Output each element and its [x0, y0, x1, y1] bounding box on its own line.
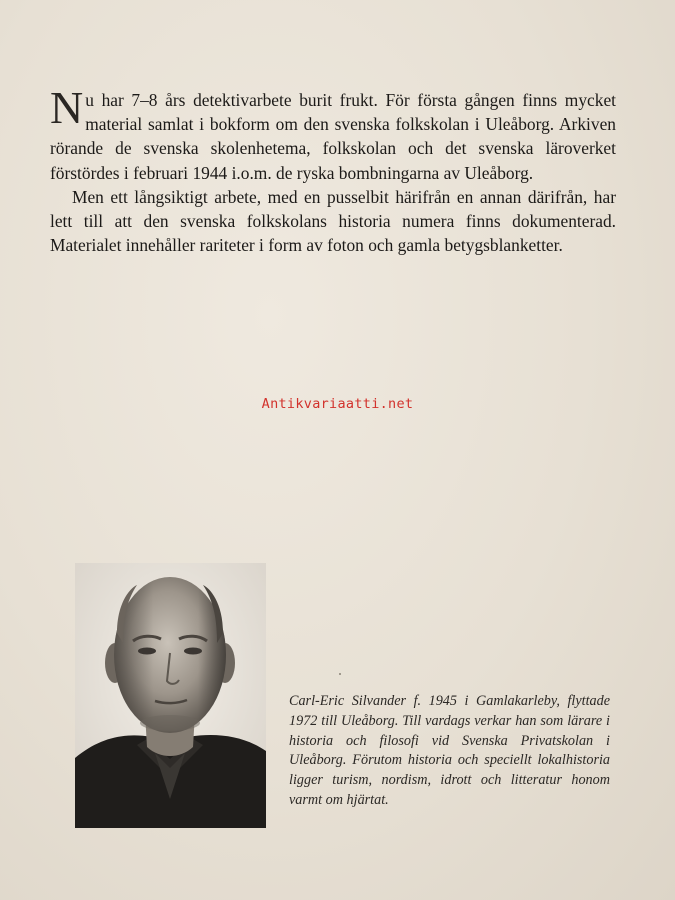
blurb-paragraph-1-text: u har 7–8 års detektivarbete burit frukt. För första gången finns mycket material samlat i bokform om den svenska folkskolan i Uleåborg. Arkiven rörande de svenska skolenhetema, folkskolan och det svenska läroverket förstördes i februari 1944 i.o.m. de ryska bombningarna av Uleåborg.: [50, 90, 616, 183]
paper-speck: [339, 673, 341, 675]
blurb-paragraph-2: Men ett långsiktigt arbete, med en pusselbit härifrån en annan därifrån, har lett till att den svenska folkskolans historia numera finns dokumenterad. Materialet innehåller rariteter i form av foton och gamla betygsblanketter.: [50, 186, 616, 256]
author-portrait: [75, 563, 266, 828]
author-caption: Carl-Eric Silvander f. 1945 i Gamlakarleby, flyttade 1972 till Uleåborg. Till vardags verkar han som lärare i historia och filosofi vid Svenska Privatskolan i Uleåborg. Förutom historia och speciellt lokalhistoria ligger turism, nordism, idrott och litteratur honom varmt om hjärtat.: [289, 693, 610, 808]
drop-cap: N: [50, 82, 84, 133]
blurb-text: [50, 82, 616, 257]
portrait-photo: [75, 563, 266, 828]
watermark-link[interactable]: Antikvariaatti.net: [261, 396, 414, 412]
blurb-paragraph-1: [50, 82, 616, 185]
